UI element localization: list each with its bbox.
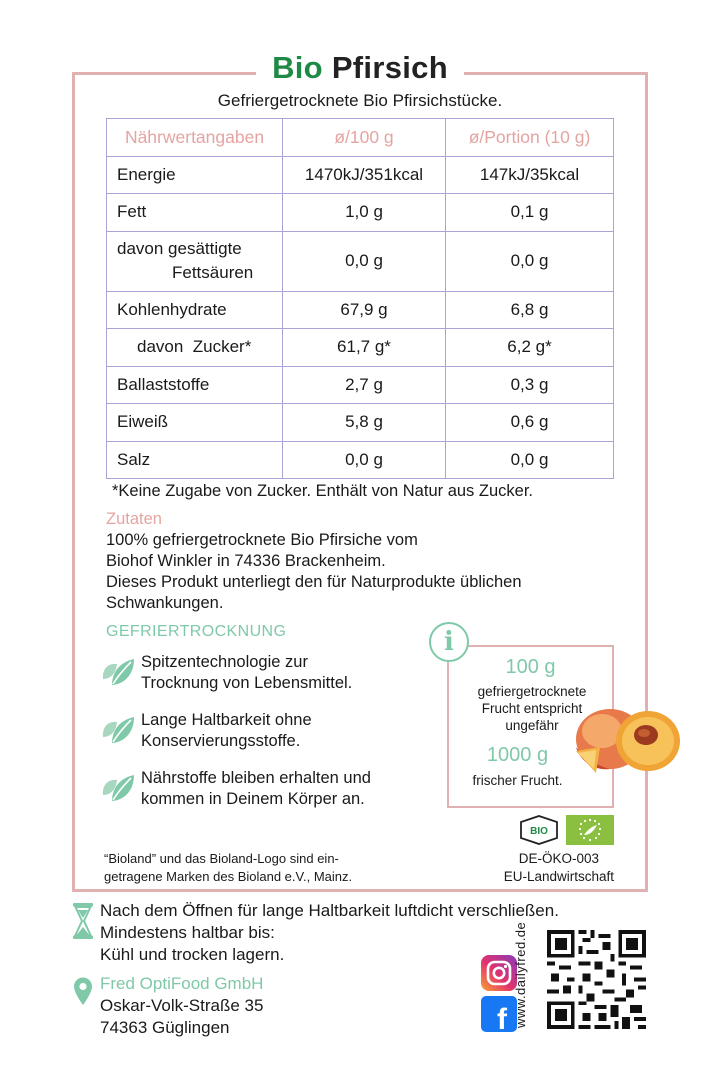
feature-line: Lange Haltbarkeit ohne: [141, 711, 312, 729]
product-subtitle: Gefriergetrocknete Bio Pfirsichstücke.: [217, 91, 503, 110]
row-portion: 0,0 g: [446, 231, 614, 291]
table-row: [107, 329, 614, 367]
row-label: Fett: [107, 194, 283, 232]
qr-code-icon[interactable]: [547, 930, 646, 1029]
table-row: [107, 404, 614, 442]
feature-line: Nährstoffe bleiben erhalten und: [141, 769, 371, 787]
product-title: [256, 50, 464, 86]
header-portion: ø/Portion (10 g): [446, 119, 614, 157]
row-per100: 1470kJ/351kcal: [283, 156, 446, 194]
header-per100: ø/100 g: [283, 119, 446, 157]
leaf-icon: [100, 654, 136, 688]
row-label: Ballaststoffe: [107, 366, 283, 404]
bioland-line: “Bioland” und das Bioland-Logo sind ein-: [104, 851, 339, 866]
row-portion: 6,8 g: [446, 291, 614, 329]
website-url[interactable]: www.dailyfred.de: [513, 921, 528, 1028]
row-portion: 0,6 g: [446, 404, 614, 442]
info-amount-dried: 100 g: [505, 656, 556, 678]
best-before-line: Mindestens haltbar bis:: [100, 923, 275, 942]
row-per100: 61,7 g*: [283, 329, 446, 367]
table-row: [107, 366, 614, 404]
zutaten-line: Dieses Produkt unterliegt den für Naturprodukte üblichen: [106, 573, 522, 591]
row-portion: 147kJ/35kcal: [446, 156, 614, 194]
company-address: [100, 973, 263, 1039]
row-per100: 0,0 g: [283, 231, 446, 291]
table-row: [107, 291, 614, 329]
instagram-icon[interactable]: [481, 955, 517, 991]
feature-line: Konservierungsstoffe.: [141, 732, 301, 750]
storage-line: Kühl und trocken lagern.: [100, 945, 285, 964]
feature-text: [141, 652, 441, 694]
eu-code-line: DE-ÖKO-003: [518, 851, 599, 866]
row-label: Energie: [107, 156, 283, 194]
info-icon: i: [429, 622, 469, 662]
facebook-icon[interactable]: [481, 996, 517, 1032]
row-per100: 5,8 g: [283, 404, 446, 442]
company-city: 74363 Güglingen: [100, 1018, 230, 1037]
table-row: [107, 194, 614, 232]
feature-text: [141, 710, 441, 752]
bio-label-icon: [518, 815, 560, 845]
leaf-icon: [100, 770, 136, 804]
bioland-trademark-note: [104, 850, 352, 886]
eu-organic-logo-icon: [566, 815, 614, 845]
zutaten-line: Schwankungen.: [106, 594, 224, 612]
title-bio: Bio: [272, 50, 323, 85]
bio-label-text: BIO: [530, 826, 548, 837]
row-portion: 6,2 g*: [446, 329, 614, 367]
row-portion: 0,1 g: [446, 194, 614, 232]
table-row: [107, 231, 614, 291]
facebook-glyph: f: [497, 1003, 507, 1032]
row-label-line1: davon gesättigte: [117, 239, 242, 258]
sugar-footnote: *Keine Zugabe von Zucker. Enthält von Natur aus Zucker.: [112, 482, 533, 500]
eu-organic-code: [504, 850, 614, 886]
row-label: davon Zucker*: [107, 329, 283, 367]
zutaten-line: 100% gefriergetrocknete Bio Pfirsiche vom: [106, 531, 418, 549]
feature-text: [141, 768, 441, 810]
info-line: gefriergetrocknete: [477, 684, 587, 699]
row-per100: 2,7 g: [283, 366, 446, 404]
gefriertrocknung-heading: GEFRIERTROCKNUNG: [106, 623, 287, 640]
info-amount-fresh: 1000 g: [486, 744, 549, 766]
feature-line: kommen in Deinem Körper an.: [141, 790, 365, 808]
row-per100: 1,0 g: [283, 194, 446, 232]
title-wrap: [0, 50, 720, 86]
hourglass-icon: [72, 902, 94, 940]
storage-line: Nach dem Öffnen für lange Haltbarkeit luftdicht verschließen.: [100, 901, 559, 920]
zutaten-line: Biohof Winkler in 74336 Brackenheim.: [106, 552, 386, 570]
company-street: Oskar-Volk-Straße 35: [100, 996, 264, 1015]
leaf-icon: [100, 712, 136, 746]
header-nutrition: Nährwertangaben: [107, 119, 283, 157]
info-line: Frucht entspricht: [481, 701, 583, 716]
feature-line: Spitzentechnologie zur: [141, 653, 308, 671]
row-label-line2: Fettsäuren: [172, 263, 254, 282]
row-per100: 0,0 g: [283, 441, 446, 479]
row-portion: 0,0 g: [446, 441, 614, 479]
feature-line: Trocknung von Lebensmittel.: [141, 674, 353, 692]
title-product: Pfirsich: [331, 50, 448, 85]
row-label: Eiweiß: [107, 404, 283, 442]
table-header-row: [107, 119, 614, 157]
zutaten-text: [106, 530, 626, 614]
bioland-line: getragene Marken des Bioland e.V., Mainz.: [104, 869, 353, 884]
table-row: [107, 156, 614, 194]
row-portion: 0,3 g: [446, 366, 614, 404]
info-text-fresh: frischer Frucht.: [472, 773, 563, 788]
row-label: Kohlenhydrate: [107, 291, 283, 329]
zutaten-heading: Zutaten: [106, 510, 162, 528]
eu-agriculture-line: EU-Landwirtschaft: [503, 869, 614, 884]
nutrition-table: [106, 118, 614, 479]
info-line: ungefähr: [505, 718, 559, 733]
table-row: [107, 441, 614, 479]
row-label: Salz: [107, 441, 283, 479]
peach-image: [570, 695, 686, 779]
row-per100: 67,9 g: [283, 291, 446, 329]
location-pin-icon: [72, 976, 94, 1006]
row-label: [107, 231, 283, 291]
company-name: Fred OptiFood GmbH: [100, 974, 264, 993]
